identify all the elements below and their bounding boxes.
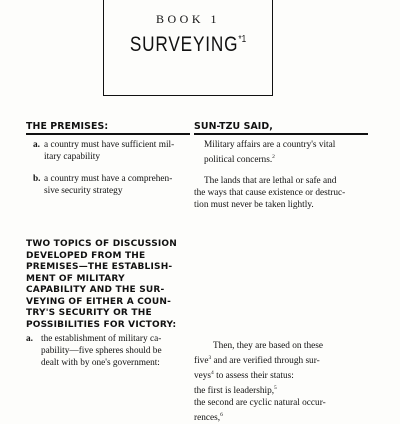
paragraph-3-text: rences,	[194, 413, 221, 423]
left-heading-rule	[26, 133, 190, 135]
premise-b-line: sive security strategy	[44, 186, 123, 196]
topics-heading-line: TWO TOPICS OF DISCUSSION	[26, 239, 178, 249]
paragraph-3-text: five	[194, 356, 209, 366]
right-heading-rule	[194, 133, 368, 135]
book-title	[119, 33, 257, 57]
paragraph-3-line	[194, 367, 374, 382]
paragraph-3-line: Then, they are based on these	[213, 341, 323, 351]
topics-heading-line: CAPABILITY AND THE SUR-	[26, 285, 165, 295]
paragraph-3-line	[194, 409, 374, 424]
footnote-2: 2	[272, 154, 275, 160]
topic-a-text	[41, 333, 162, 369]
topic-a-line: the establishment of military ca-	[41, 334, 162, 344]
premise-a-marker: a.	[33, 140, 40, 150]
topics-heading-line: TRY'S SECURITY OR THE	[26, 308, 152, 318]
paragraph-1	[204, 139, 372, 166]
footnote-3: 3	[208, 355, 212, 361]
book-title-footnote: *1	[238, 34, 247, 45]
paragraph-2-line: tion must never be taken lightly.	[194, 200, 314, 210]
paragraph-3-text: the first is leadership,	[194, 386, 275, 396]
paragraph-3-line	[194, 382, 374, 397]
paragraph-2-line: The lands that are lethal or safe and	[204, 176, 337, 186]
topics-heading-line: PREMISES—THE ESTABLISH-	[26, 262, 173, 272]
premise-a-text	[44, 139, 174, 163]
paragraph-1-text: political concerns.	[204, 155, 273, 165]
paragraph-3	[194, 340, 374, 424]
sun-tzu-heading: SUN-TZU SAID,	[194, 121, 273, 132]
topic-a-line: pability—five spheres should be	[41, 346, 162, 356]
topics-heading-line: DEVELOPED FROM THE	[26, 250, 146, 261]
footnote-4: 4	[211, 370, 214, 376]
book-label: BOOK 1	[155, 12, 220, 26]
topic-a-marker: a.	[26, 334, 33, 344]
paragraph-1-line: Military affairs are a country's vital	[204, 140, 336, 150]
topics-heading	[26, 239, 201, 331]
paragraph-2	[194, 175, 376, 211]
premise-b-marker: b.	[33, 174, 41, 184]
premise-b-text	[44, 173, 172, 197]
topics-heading-line: VEYING OF EITHER A COUN-	[26, 296, 172, 307]
topics-heading-line: POSSIBILITIES FOR VICTORY:	[26, 319, 177, 330]
premise-a-line: a country must have sufficient mil-	[44, 140, 175, 150]
paragraph-2-line: the ways that cause existence or destruc-	[194, 188, 346, 198]
topics-heading-line: MENT OF MILITARY	[26, 273, 125, 284]
footnote-6: 6	[220, 412, 223, 418]
premise-b-line: a country must have a comprehen-	[44, 174, 173, 184]
paragraph-3-text: to assess their status:	[213, 371, 294, 381]
premise-a-line: itary capability	[44, 152, 101, 162]
topic-a-line: dealt with by one's government:	[41, 358, 160, 368]
paragraph-3-text: and are verified through sur-	[211, 356, 320, 366]
paragraph-3-line: the second are cyclic natural occur-	[194, 398, 326, 408]
premises-heading: THE PREMISES:	[26, 121, 109, 132]
paragraph-3-line	[194, 352, 374, 367]
book-title-box	[103, 0, 273, 96]
footnote-5: 5	[274, 385, 277, 391]
paragraph-3-text: veys	[194, 371, 212, 381]
book-title-text: SURVEYING	[129, 33, 239, 56]
paragraph-1-line	[204, 151, 372, 166]
